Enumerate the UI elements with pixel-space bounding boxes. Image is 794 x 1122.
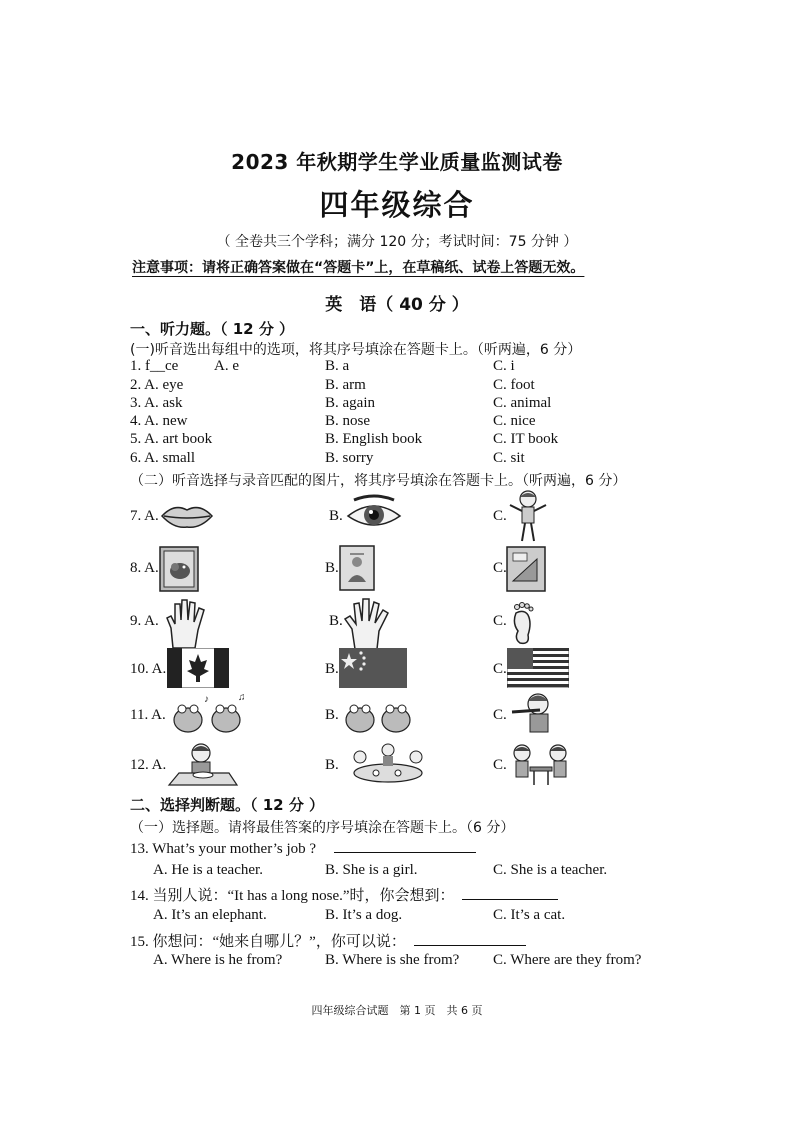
q13-stem [130, 838, 476, 858]
q15-text: 15. 你想问：“她来自哪儿？”，你可以说： [130, 934, 406, 950]
art-book-icon [338, 544, 376, 592]
hand-icon [163, 598, 209, 650]
q1-stem: 1. f__ce [130, 358, 179, 374]
q7-label-c: C. [493, 508, 507, 524]
q1-option-b: B. a [325, 358, 350, 374]
q3-stem: 3. A. ask [130, 395, 183, 411]
page-footer: 四年级综合试题 第 1 页 共 6 页 [311, 1004, 483, 1017]
q9-label-c: C. [493, 613, 507, 629]
q8-label-c: C. [493, 560, 507, 576]
q5-stem: 5. A. art book [130, 431, 213, 447]
part2-sub1: （一）选择题。请将最佳答案的序号填涂在答题卡上。（6 分） [130, 820, 515, 836]
exam-title: 2023 年秋期学生学业质量监测试卷 [231, 150, 563, 174]
q7-label-a: 7. A. [130, 508, 159, 524]
q15-option-b: B. Where is she from? [325, 952, 460, 968]
math-book-icon [505, 545, 547, 593]
q9-label-b: B. [329, 613, 343, 629]
q15-answer-blank[interactable] [414, 931, 526, 946]
china-flag-icon [339, 648, 407, 688]
q12-label-c: C. [493, 757, 507, 773]
boy-flute-icon [510, 690, 562, 736]
q14-option-b: B. It’s a dog. [325, 907, 403, 923]
q14-option-c: C. It’s a cat. [493, 907, 566, 923]
q11-label-c: C. [493, 707, 507, 723]
part1-sub1: (一)听音选出每组中的选项，将其序号填涂在答题卡上。（听两遍，6 分） [130, 342, 582, 358]
q15-stem [130, 930, 526, 951]
q13-option-b: B. She is a girl. [325, 862, 418, 878]
q7-label-b: B. [329, 508, 343, 524]
boy-eating-icon [165, 741, 241, 787]
animal-book-icon [158, 545, 200, 593]
q11-label-a: 11. A. [130, 707, 166, 723]
section-title: 英 语（ 40 分 ） [325, 295, 469, 315]
q2-stem: 2. A. eye [130, 377, 184, 393]
lips-icon [160, 501, 214, 531]
part1-sub2: （二）听音选择与录音匹配的图片，将其序号填涂在答题卡上。（听两遍，6 分） [130, 473, 627, 489]
singing-frogs-icon [168, 690, 250, 736]
q13-text: 13. What’s your mother’s job ? [130, 841, 317, 857]
part1-heading: 一、听力题。（ 12 分 ） [130, 320, 295, 338]
q10-label-a: 10. A. [130, 661, 167, 677]
exam-subtitle: 四年级综合 [319, 188, 475, 222]
q15-option-a: A. Where is he from? [153, 952, 283, 968]
svg-text:♫: ♫ [238, 692, 246, 703]
q14-answer-blank[interactable] [462, 885, 558, 900]
foot-icon [508, 601, 538, 645]
canada-flag-icon [167, 648, 229, 688]
q8-label-b: B. [325, 560, 339, 576]
q12-label-a: 12. A. [130, 757, 167, 773]
family-dinner-icon [340, 741, 436, 787]
q2-option-c: C. foot [493, 377, 535, 393]
q15-option-c: C. Where are they from? [493, 952, 642, 968]
q11-label-b: B. [325, 707, 339, 723]
q3-option-b: B. again [325, 395, 375, 411]
q14-text: 14. 当别人说：“It has a long nose.”时，你会想到： [130, 888, 455, 904]
boy-arms-icon [505, 489, 551, 543]
q6-option-b: B. sorry [325, 450, 374, 466]
q14-stem [130, 884, 558, 905]
q4-option-c: C. nice [493, 413, 536, 429]
q1-option-a: A. e [214, 358, 239, 374]
exam-notice: 注意事项：请将正确答案做在“答题卡”上，在草稿纸、试卷上答题无效。 [132, 260, 585, 276]
kids-table-icon [508, 741, 574, 787]
q10-label-c: C. [493, 661, 507, 677]
q6-option-c: C. sit [493, 450, 525, 466]
q10-label-b: B. [325, 661, 339, 677]
q9-label-a: 9. A. [130, 613, 159, 629]
q5-option-b: B. English book [325, 431, 423, 447]
part2-heading: 二、选择判断题。（ 12 分 ） [130, 796, 325, 814]
q12-label-b: B. [325, 757, 339, 773]
q14-option-a: A. It’s an elephant. [153, 907, 267, 923]
q4-option-b: B. nose [325, 413, 370, 429]
q5-option-c: C. IT book [493, 431, 559, 447]
frogs-icon [342, 694, 416, 736]
q2-option-b: B. arm [325, 377, 366, 393]
usa-flag-icon [507, 648, 569, 688]
q13-answer-blank[interactable] [334, 838, 476, 853]
q8-label-a: 8. A. [130, 560, 159, 576]
eye-icon [346, 494, 402, 536]
svg-text:♪: ♪ [204, 694, 209, 705]
q1-option-c: C. i [493, 358, 515, 374]
q13-option-c: C. She is a teacher. [493, 862, 608, 878]
hand-spread-icon [343, 597, 391, 651]
q6-stem: 6. A. small [130, 450, 196, 466]
q4-stem: 4. A. new [130, 413, 188, 429]
q3-option-c: C. animal [493, 395, 552, 411]
q13-option-a: A. He is a teacher. [153, 862, 263, 878]
exam-info: （ 全卷共三个学科；满分 120 分；考试时间：75 分钟 ） [216, 234, 578, 250]
